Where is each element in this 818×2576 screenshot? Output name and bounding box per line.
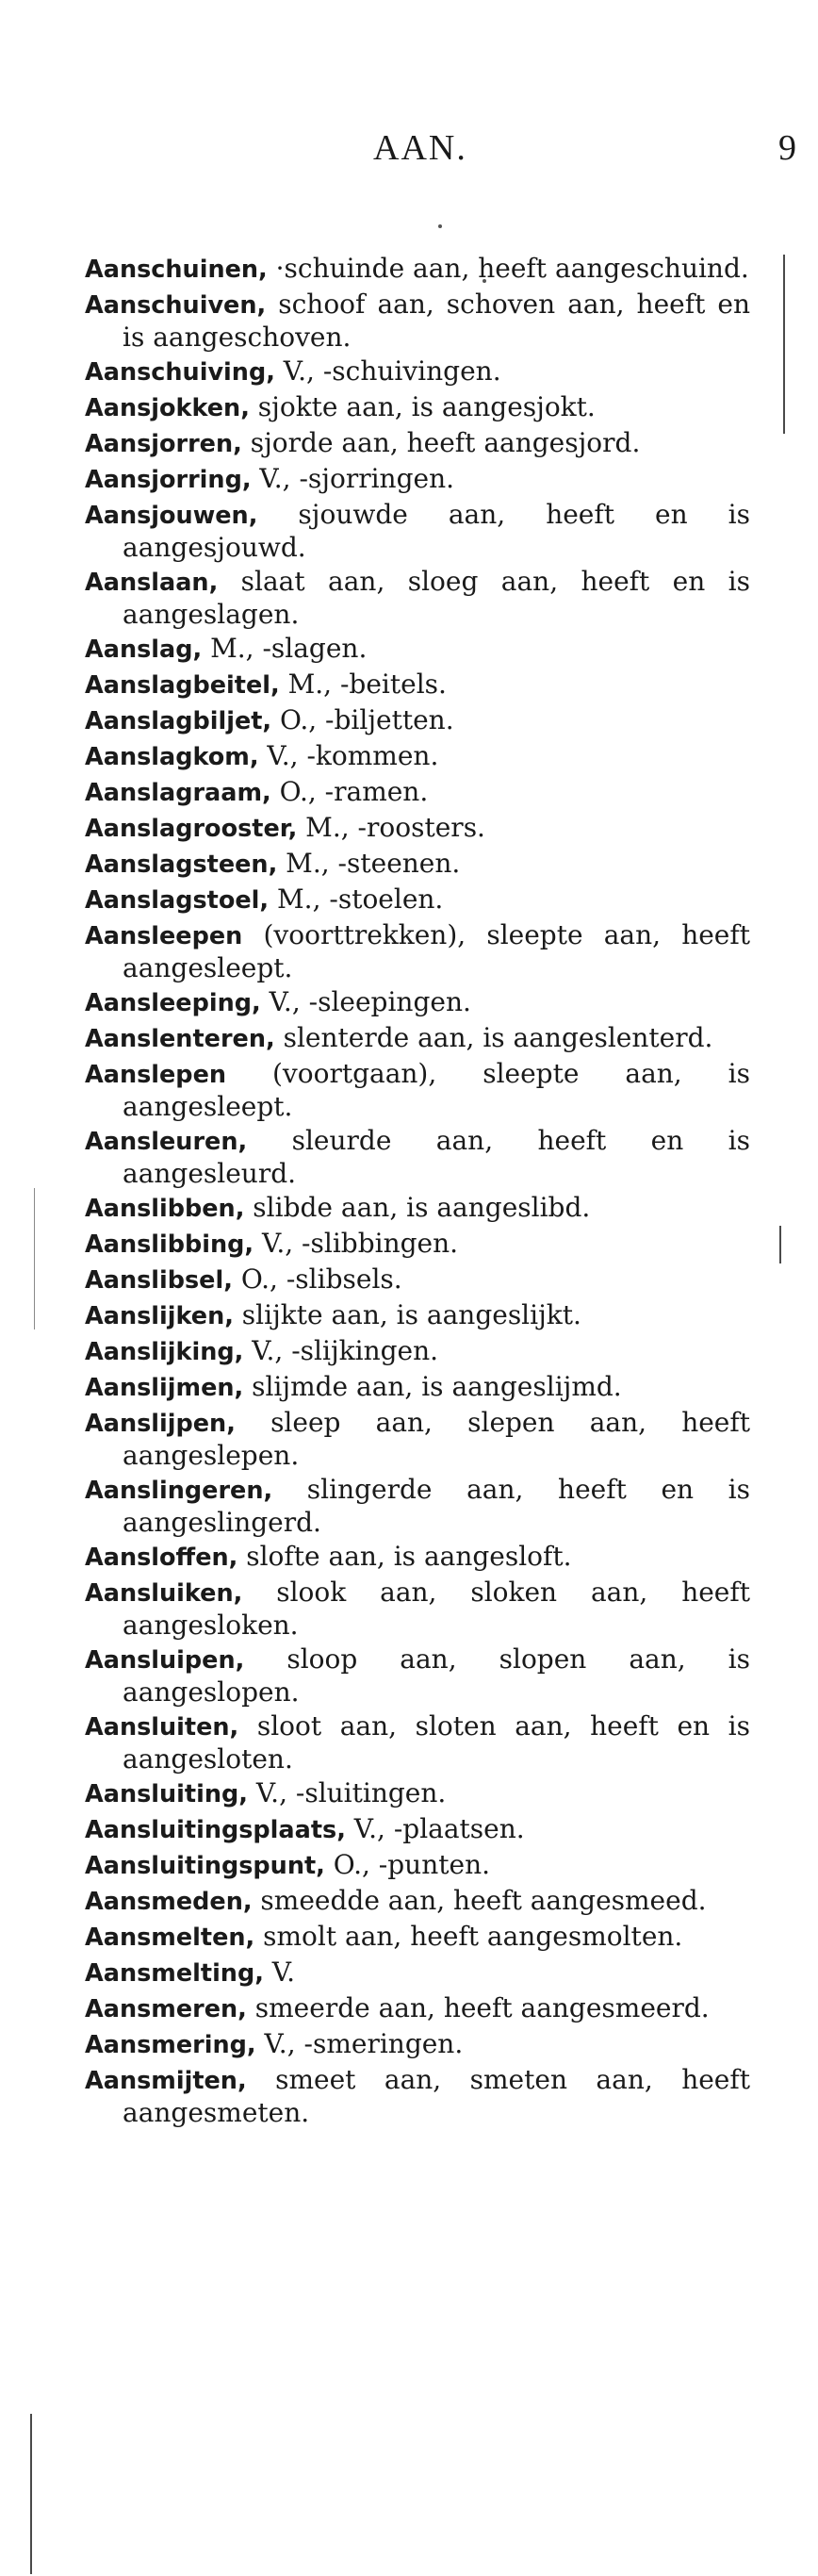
dictionary-entry xyxy=(85,633,750,666)
entry-definition: slijmde aan, is aangeslijmd. xyxy=(243,1371,622,1402)
dictionary-entry xyxy=(85,253,750,286)
entry-definition: V., -slibbingen. xyxy=(254,1228,459,1259)
entry-headword: Aanslagbiljet, xyxy=(85,707,272,735)
entry-definition: V., -kommen. xyxy=(258,740,439,771)
entry-definition: slaat aan, sloeg aan, heeft en is aangeslagen. xyxy=(123,566,750,630)
entry-headword: Aanslenteren, xyxy=(85,1025,275,1053)
entry-definition: V., -plaatsen. xyxy=(345,1813,525,1844)
dictionary-entry xyxy=(85,289,750,353)
entry-headword: Aansluiten, xyxy=(85,1713,239,1742)
dictionary-entry xyxy=(85,1643,750,1708)
entry-headword: Aansmeren, xyxy=(85,1995,247,2023)
dictionary-entry xyxy=(85,1921,750,1954)
dictionary-entry xyxy=(85,848,750,881)
entry-definition: slofte aan, is aangesloft. xyxy=(237,1541,572,1572)
entry-headword: Aansleuren, xyxy=(85,1128,248,1156)
entry-definition: O., -punten. xyxy=(324,1849,490,1880)
column-rule xyxy=(779,1226,781,1263)
entry-definition: sjouwde aan, heeft en is aangesjouwd. xyxy=(123,499,750,563)
entry-definition: V., -schuivingen. xyxy=(274,355,501,387)
entry-definition: smeedde aan, heeft aangesmeed. xyxy=(252,1885,707,1916)
dictionary-entry xyxy=(85,499,750,563)
dictionary-entry xyxy=(85,919,750,983)
entry-definition: O., -ramen. xyxy=(270,776,429,807)
entry-headword: Aanschuiving, xyxy=(85,358,275,387)
entry-headword: Aanslagbeitel, xyxy=(85,671,280,700)
dictionary-entry xyxy=(85,776,750,809)
entry-headword: Aansmijten, xyxy=(85,2067,247,2095)
dictionary-entry xyxy=(85,1228,750,1261)
page-header xyxy=(0,127,818,184)
entry-headword: Aansluiting, xyxy=(85,1780,248,1808)
entry-headword: Aanslaan, xyxy=(85,569,219,597)
dictionary-entry xyxy=(85,355,750,388)
dictionary-entry xyxy=(85,1849,750,1882)
entry-headword: Aanslibsel, xyxy=(85,1266,233,1295)
dictionary-entry xyxy=(85,740,750,773)
dictionary-entry xyxy=(85,986,750,1019)
dictionary-entry xyxy=(85,1474,750,1538)
entry-definition: slijkte aan, is aangeslijkt. xyxy=(233,1299,581,1330)
entry-headword: Aanslijmen, xyxy=(85,1374,244,1402)
entry-definition: M., -beitels. xyxy=(279,669,447,700)
entry-headword: Aansjorren, xyxy=(85,430,242,458)
entry-definition: slibde aan, is aangeslibd. xyxy=(244,1192,591,1223)
entry-definition: sleep aan, slepen aan, heeft aangeslepen. xyxy=(123,1407,750,1471)
print-speck xyxy=(438,224,442,228)
entry-headword: Aanslijken, xyxy=(85,1302,234,1330)
entry-definition: slook aan, sloken aan, heeft aangesloken. xyxy=(123,1577,750,1641)
column-rule xyxy=(783,255,785,434)
entry-definition: M., -slagen. xyxy=(202,633,368,664)
dictionary-entry xyxy=(85,1263,750,1296)
page-number: 9 xyxy=(778,128,796,168)
dictionary-entry xyxy=(85,1577,750,1641)
dictionary-entries xyxy=(85,253,750,2131)
entry-headword: Aanslepen xyxy=(85,1061,227,1089)
entry-definition: V., -smeringen. xyxy=(255,2028,464,2059)
dictionary-entry xyxy=(85,463,750,496)
dictionary-entry xyxy=(85,391,750,424)
entry-headword: Aansmeden, xyxy=(85,1888,253,1916)
entry-definition: sloot aan, sloten aan, heeft en is aangesloten. xyxy=(123,1710,750,1775)
entry-headword: Aansleeping, xyxy=(85,989,261,1017)
dictionary-entry xyxy=(85,1125,750,1189)
entry-definition: (voorttrekken), sleepte aan, heeft aangesleept. xyxy=(123,919,750,983)
entry-headword: Aansjorring, xyxy=(85,466,252,494)
dictionary-entry xyxy=(85,1710,750,1775)
dictionary-entry xyxy=(85,1813,750,1846)
entry-headword: Aansmering, xyxy=(85,2031,256,2059)
dictionary-entry xyxy=(85,1407,750,1471)
margin-rule xyxy=(34,1188,35,1329)
entry-headword: Aanslijpen, xyxy=(85,1410,236,1438)
entry-headword: Aansluitingsplaats, xyxy=(85,1816,346,1844)
entry-headword: Aansmelting, xyxy=(85,1959,264,1988)
running-head: AAN. xyxy=(373,128,467,168)
dictionary-entry xyxy=(85,1957,750,1990)
entry-definition: sjorde aan, heeft aangesjord. xyxy=(241,427,641,458)
entry-definition: (voortgaan), sleepte aan, is aangesleept. xyxy=(123,1058,750,1122)
dictionary-entry xyxy=(85,1335,750,1368)
dictionary-entry xyxy=(85,1371,750,1404)
entry-definition: V., -slijkingen. xyxy=(243,1335,439,1366)
entry-definition: sleurde aan, heeft en is aangesleurd. xyxy=(123,1125,750,1189)
entry-headword: Aansluiken, xyxy=(85,1579,243,1608)
dictionary-entry xyxy=(85,566,750,630)
dictionary-entry xyxy=(85,427,750,460)
entry-headword: Aansluitingspunt, xyxy=(85,1852,325,1880)
entry-headword: Aansjokken, xyxy=(85,394,250,422)
entry-headword: Aanslingeren, xyxy=(85,1477,273,1505)
entry-headword: Aanslagraam, xyxy=(85,779,271,807)
dictionary-entry xyxy=(85,1058,750,1122)
entry-headword: Aanslibbing, xyxy=(85,1230,254,1259)
entry-definition: O., -slibsels. xyxy=(232,1263,402,1295)
dictionary-entry xyxy=(85,704,750,737)
dictionary-entry xyxy=(85,1885,750,1918)
entry-headword: Aanslagrooster, xyxy=(85,815,298,843)
entry-definition: M., -stoelen. xyxy=(269,883,444,915)
dictionary-entry xyxy=(85,2064,750,2128)
entry-definition: ·schuinde aan, heeft aangeschuind. xyxy=(267,253,749,284)
entry-definition: smeerde aan, heeft aangesmeerd. xyxy=(246,1992,710,2023)
entry-definition: slenterde aan, is aangeslenterd. xyxy=(274,1022,713,1053)
entry-definition: M., -roosters. xyxy=(297,812,485,843)
entry-definition: sloop aan, slopen aan, is aangeslopen. xyxy=(123,1643,750,1708)
entry-headword: Aanschuiven, xyxy=(85,291,267,320)
entry-definition: sjokte aan, is aangesjokt. xyxy=(249,391,596,422)
entry-definition: slingerde aan, heeft en is aangeslingerd. xyxy=(123,1474,750,1538)
entry-headword: Aanslijking, xyxy=(85,1338,244,1366)
dictionary-entry xyxy=(85,1299,750,1332)
entry-definition: V., -sluitingen. xyxy=(247,1777,447,1808)
dictionary-entry xyxy=(85,1541,750,1574)
entry-headword: Aanslagkom, xyxy=(85,743,259,771)
entry-definition: V., -sjorringen. xyxy=(251,463,455,494)
entry-headword: Aansluipen, xyxy=(85,1646,245,1675)
entry-definition: O., -biljetten. xyxy=(271,704,454,735)
entry-headword: Aanslagsteen, xyxy=(85,850,278,879)
margin-rule xyxy=(30,2414,32,2574)
dictionary-entry xyxy=(85,1992,750,2025)
dictionary-entry xyxy=(85,1777,750,1810)
entry-headword: Aanslagstoel, xyxy=(85,886,270,915)
dictionary-entry xyxy=(85,1192,750,1225)
entry-definition: V., -sleepingen. xyxy=(260,986,471,1017)
entry-definition: M., -steenen. xyxy=(277,848,461,879)
entry-headword: Aansjouwen, xyxy=(85,502,258,530)
dictionary-entry xyxy=(85,883,750,916)
entry-headword: Aanschuinen, xyxy=(85,256,268,284)
dictionary-entry xyxy=(85,1022,750,1055)
dictionary-entry xyxy=(85,2028,750,2061)
dictionary-entry xyxy=(85,669,750,702)
entry-headword: Aanslibben, xyxy=(85,1195,245,1223)
entry-headword: Aansleepen xyxy=(85,922,243,950)
entry-definition: smolt aan, heeft aangesmolten. xyxy=(254,1921,683,1952)
entry-definition: schoof aan, schoven aan, heeft en is aangeschoven. xyxy=(123,289,750,353)
entry-headword: Aansmelten, xyxy=(85,1924,255,1952)
entry-definition: smeet aan, smeten aan, heeft aangesmeten. xyxy=(123,2064,750,2128)
entry-headword: Aansloffen, xyxy=(85,1544,238,1572)
entry-headword: Aanslag, xyxy=(85,636,203,664)
dictionary-entry xyxy=(85,812,750,845)
entry-definition: V. xyxy=(263,1957,296,1988)
